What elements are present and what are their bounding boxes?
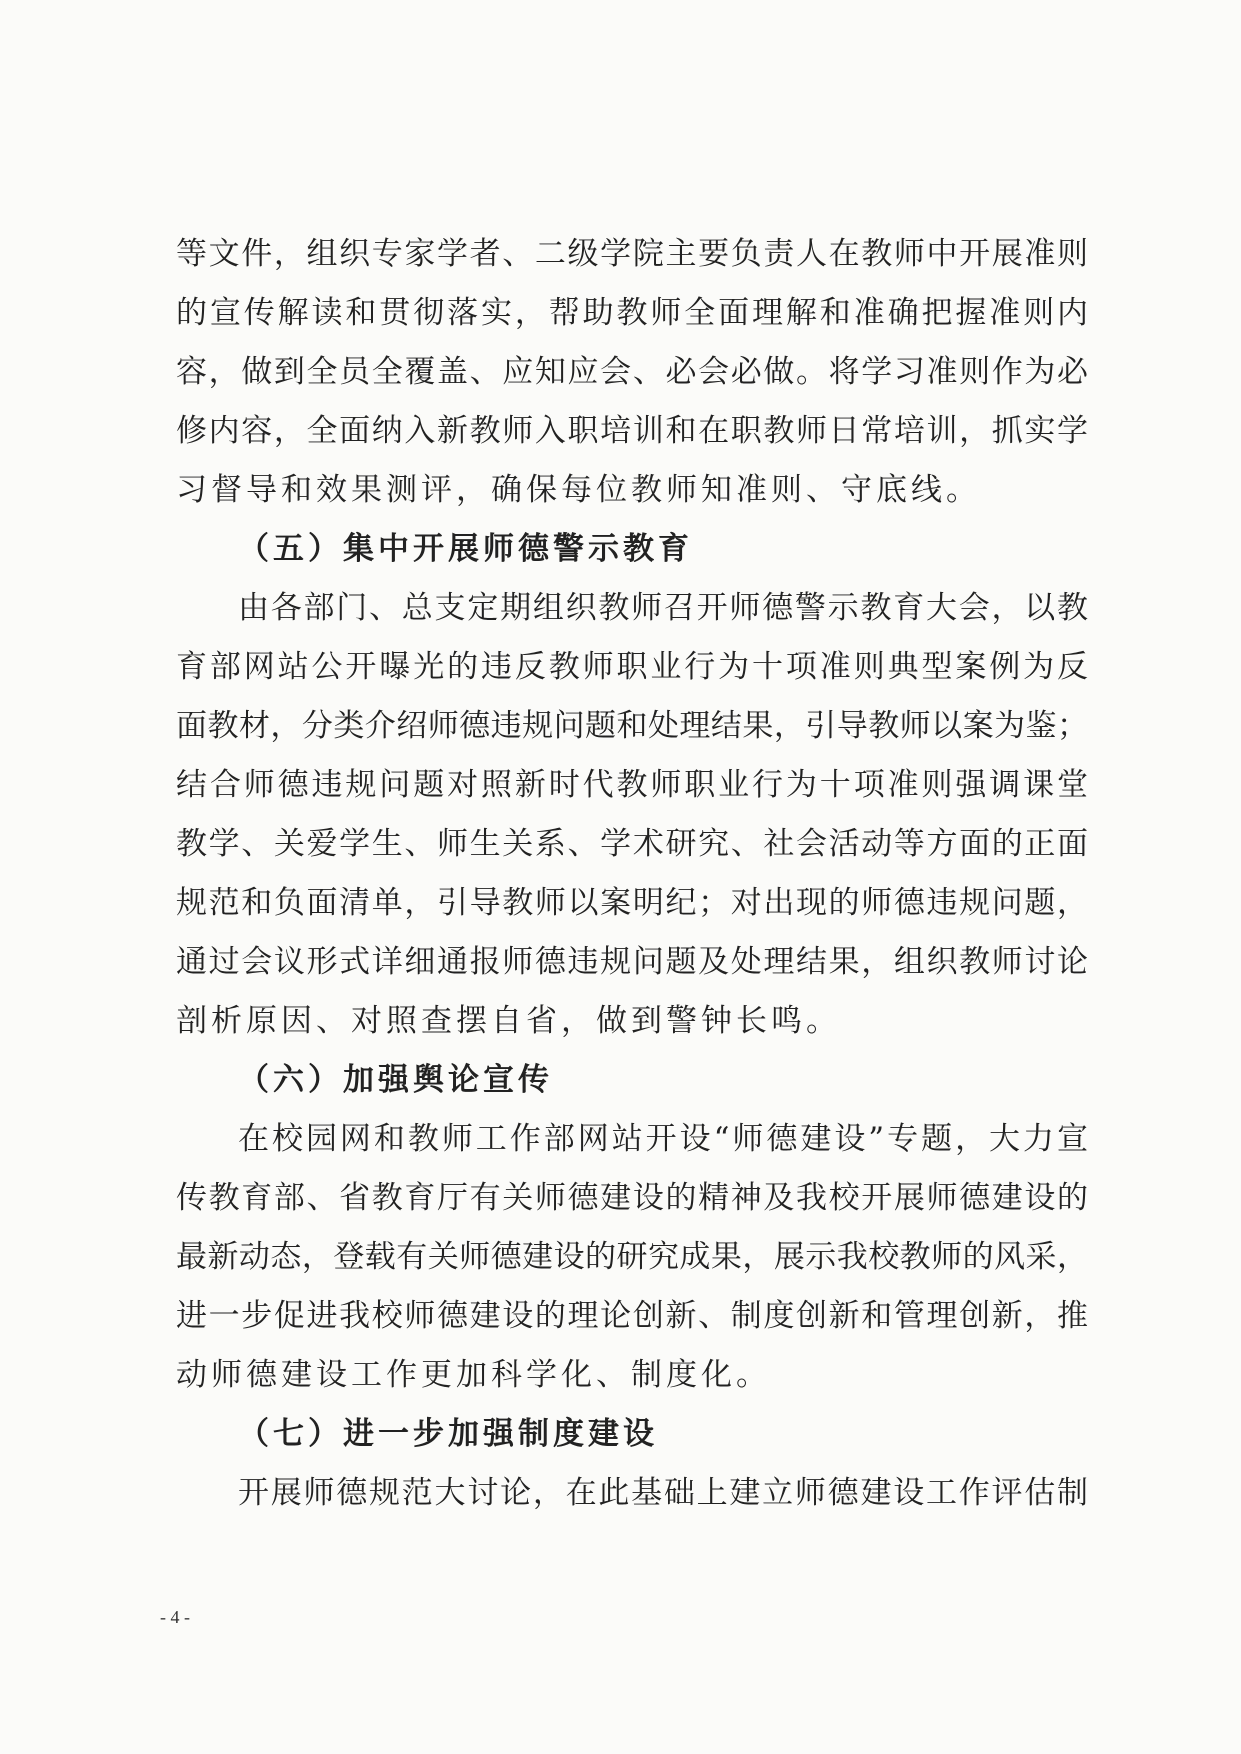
document-body xyxy=(176,225,1088,1523)
page-number: - 4 - xyxy=(160,1607,190,1627)
text-line: 习督导和效果测评，确保每位教师知准则、守底线。 xyxy=(176,472,981,508)
text-line: 教学、关爱学生、师生关系、学术研究、社会活动等方面的正面 xyxy=(176,826,1088,862)
text-line: 面教材，分类介绍师德违规问题和处理结果，引导教师以案为鉴； xyxy=(176,708,1088,744)
paragraph-publicity xyxy=(176,1110,1088,1405)
text-line: 等文件，组织专家学者、二级学院主要负责人在教师中开展准则 xyxy=(176,236,1088,272)
text-line: 的宣传解读和贯彻落实，帮助教师全面理解和准确把握准则内 xyxy=(176,295,1088,331)
text-line: 动师德建设工作更加科学化、制度化。 xyxy=(176,1357,771,1393)
text-line: 在校园网和教师工作部网站开设“师德建设”专题，大力宣 xyxy=(238,1121,1088,1157)
paragraph-system-building xyxy=(176,1464,1088,1523)
section-heading-6: （六）加强舆论宣传 xyxy=(238,1062,553,1098)
paragraph-continuation xyxy=(176,225,1088,520)
text-line: 修内容，全面纳入新教师入职培训和在职教师日常培训，抓实学 xyxy=(176,413,1088,449)
text-line: 通过会议形式详细通报师德违规问题及处理结果，组织教师讨论 xyxy=(176,944,1088,980)
text-line: 结合师德违规问题对照新时代教师职业行为十项准则强调课堂 xyxy=(176,767,1088,803)
section-heading-5: （五）集中开展师德警示教育 xyxy=(238,531,693,567)
text-line: 最新动态，登载有关师德建设的研究成果，展示我校教师的风采， xyxy=(176,1239,1088,1275)
text-line: 传教育部、省教育厅有关师德建设的精神及我校开展师德建设的 xyxy=(176,1180,1088,1216)
text-line: 由各部门、总支定期组织教师召开师德警示教育大会，以教 xyxy=(238,590,1088,626)
text-line: 容，做到全员全覆盖、应知应会、必会必做。将学习准则作为必 xyxy=(176,354,1088,390)
text-line: 育部网站公开曝光的违反教师职业行为十项准则典型案例为反 xyxy=(176,649,1088,685)
text-line: 剖析原因、对照查摆自省，做到警钟长鸣。 xyxy=(176,1003,841,1039)
text-line: 开展师德规范大讨论，在此基础上建立师德建设工作评估制 xyxy=(238,1475,1088,1511)
paragraph-warning-education xyxy=(176,579,1088,1051)
text-line: 规范和负面清单，引导教师以案明纪；对出现的师德违规问题， xyxy=(176,885,1088,921)
text-line: 进一步促进我校师德建设的理论创新、制度创新和管理创新，推 xyxy=(176,1298,1088,1334)
section-heading-7: （七）进一步加强制度建设 xyxy=(238,1416,658,1452)
